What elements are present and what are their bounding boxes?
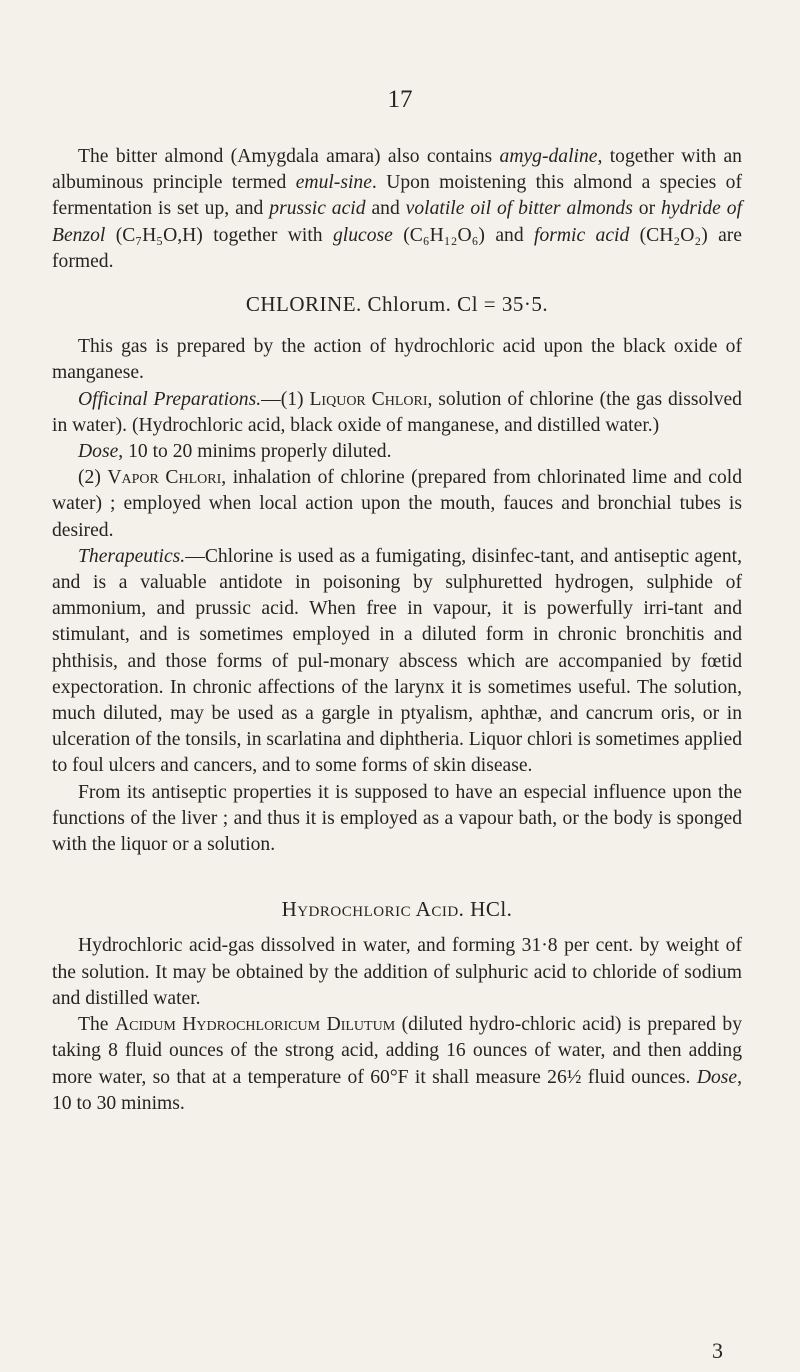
paragraph-hydrochloric-acid: Hydrochloric acid-gas dissolved in water, and forming 31·8 per cent. by weight of the solution. It may be obtained by the addition of sulphuric acid to chloride of sodium and distilled water. xyxy=(52,935,742,1009)
page-number: 17 xyxy=(387,86,413,113)
paragraph-bitter-almond: The bitter almond (Amygdala amara) also contains amyg-daline, together with an albuminous principle termed emul-sine. Upon moistening this almond a species of fermentation is set up, and prussic acid and volatile oil of bitter almonds or hydride of Benzol (C₇H₅O,H) together with glucose (C₆H₁₂O₆) and formic acid (CH₂O₂) are formed. xyxy=(52,146,743,272)
paragraph-chlorine-preparation: This gas is prepared by the action of hydrochloric acid upon the black oxide of manganese. xyxy=(52,336,742,384)
term-glucose: glucose xyxy=(332,224,393,246)
heading-hydrochloric-acid: Hydrochloric Acid. HCl. xyxy=(281,897,513,922)
label-therapeutics: Therapeutics. xyxy=(78,545,186,567)
paragraph-antiseptic-properties: From its antiseptic properties it is supposed to have an especial influence upon the functions of the liver ; and thus it is employed as a vapour bath, or the body is sponged with the liquor or a solution. xyxy=(52,781,742,856)
paragraph-officinal-preparations: Officinal Preparations.—(1) Liquor Chlori, solution of chlorine (the gas dissolved in water). (Hydrochloric acid, black oxide of manganese, and distilled water.) xyxy=(52,388,742,436)
term-hydride-benzol: hydride of Benzol xyxy=(52,198,743,246)
paragraph-therapeutics: Therapeutics.—Chlorine is used as a fumigating, disinfec-tant, and antiseptic agent, and is a valuable antidote in poisoning by sulphuretted hydrogen, sulphide of ammonium, and prussic acid. When free in vapour, it is powerfully irri-tant and stimulant, and is sometimes employed in a diluted form in chronic bronchitis and phthisis, and those forms of pul-monary abscess which are accompanied by fœtid expectoration. In chronic affections of the larynx it is sometimes useful. The solution, much diluted, may be used as a gargle in ptyalism, aphthæ, and cancrum oris, or in ulceration of the tonsils, in scarlatina and diphtheria. Liquor chlori is sometimes applied to foul ulcers and cancers, and to some forms of skin disease. xyxy=(52,545,742,777)
term-amygdaline: amyg-daline xyxy=(499,146,598,167)
term-volatile-oil: volatile oil of bitter almonds xyxy=(405,198,633,220)
preparation-liquor-chlori: Liquor Chlori xyxy=(309,388,428,410)
preparation-acidum-dilutum: Acidum Hydrochloricum Dilutum xyxy=(114,1014,396,1036)
preparation-vapor-chlori: Vapor Chlori xyxy=(107,467,222,489)
heading-chlorine: CHLORINE. Chlorum. Cl = 35·5. xyxy=(245,292,549,317)
label-officinal-preparations: Officinal Preparations. xyxy=(78,388,262,410)
signature-mark: 3 xyxy=(712,1338,723,1363)
label-dose-acid: Dose xyxy=(696,1066,738,1088)
page-body xyxy=(52,144,742,1117)
term-formic-acid: formic acid xyxy=(534,224,630,246)
label-dose: Dose xyxy=(78,441,119,463)
term-emulsine: emul-sine xyxy=(295,172,372,194)
paragraph-acidum-dilutum: The Acidum Hydrochloricum Dilutum (diluted hydro-chloric acid) is prepared by taking 8 fluid ounces of the strong acid, adding 16 ounces of water, and then adding more water, so that at a temperature of 60°F it shall measure 26½ fluid ounces. Dose, 10 to 30 minims. xyxy=(52,1014,742,1114)
paragraph-dose-chlorine: Dose, 10 to 20 minims properly diluted. xyxy=(78,441,392,463)
paragraph-vapor-chlori: (2) Vapor Chlori, inhalation of chlorine (prepared from chlorinated lime and cold water) ; employed when local action upon the mouth, fauces and bronchial tubes is desired. xyxy=(52,467,742,541)
term-prussic-acid: prussic acid xyxy=(269,198,366,220)
